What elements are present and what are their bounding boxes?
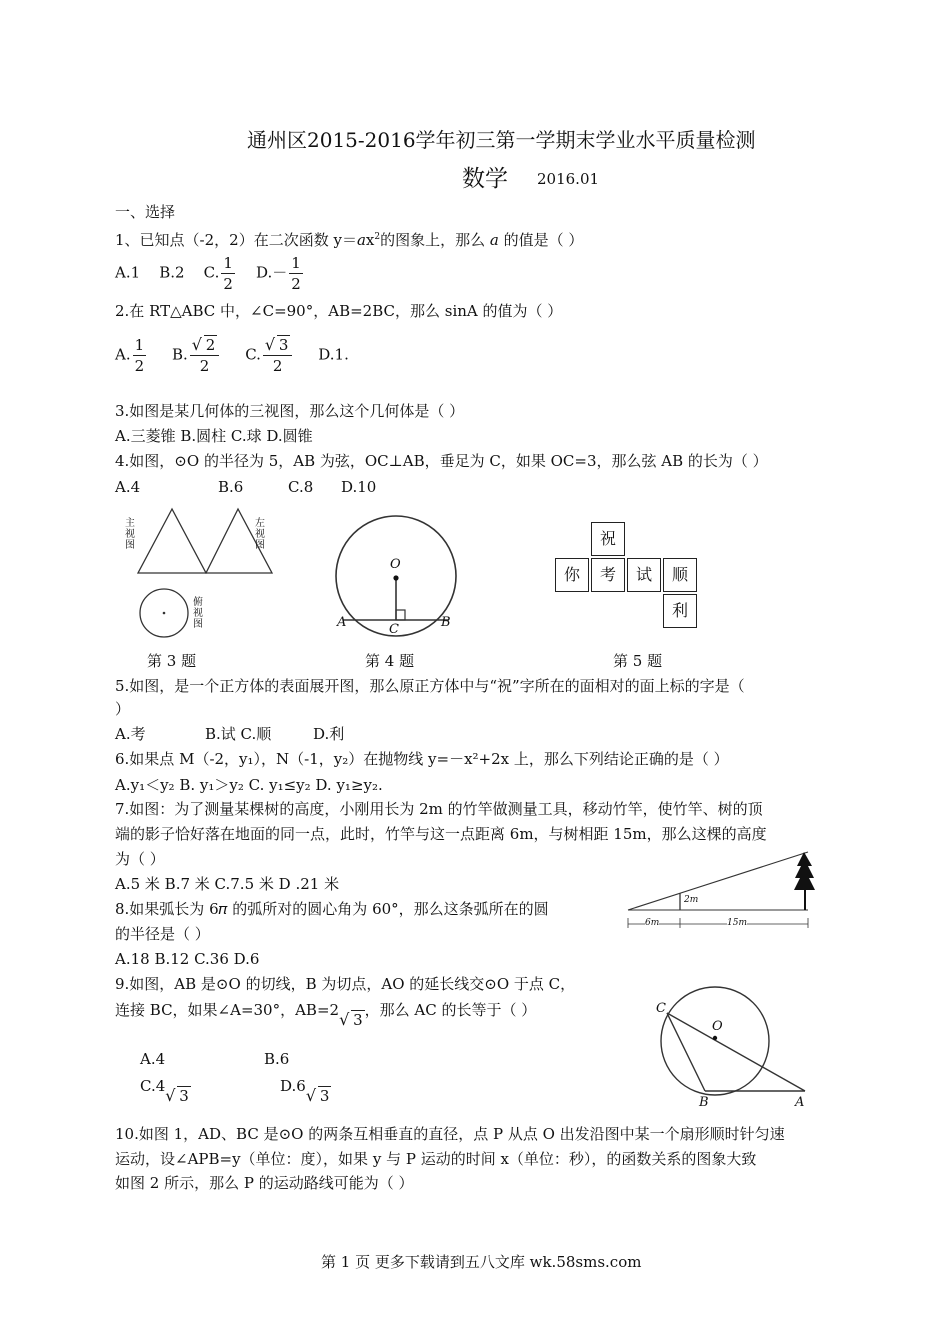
- question-9-option-d: D.6√ 3: [280, 1076, 331, 1106]
- question-3-stem: 3.如图是某几何体的三视图，那么这个几何体是（ ）: [115, 402, 465, 420]
- tangent-circle-figure: [655, 985, 815, 1115]
- question-2-stem: 2.在 RT△ABC 中，∠C=90°，AB=2BC，那么 sinA 的值为（ ）: [115, 302, 563, 320]
- sun-ray-line: [628, 852, 808, 910]
- circle-o: [661, 987, 769, 1095]
- front-view-label: 主视图: [125, 518, 135, 551]
- caption-question-4: 第 4 题: [365, 652, 415, 670]
- label-c: C: [389, 622, 399, 637]
- label-15m: 15m: [727, 918, 747, 928]
- question-4-option-c: C.8: [288, 478, 314, 496]
- sqrt-symbol: √ 3: [339, 1010, 365, 1030]
- question-5-option-a: A.考: [115, 725, 146, 743]
- label-o: O: [390, 557, 401, 572]
- label-2m: 2m: [684, 895, 699, 905]
- caption-question-5: 第 5 题: [613, 652, 663, 670]
- page-footer: 第 1 页 更多下载请到五八文库 wk.58sms.com: [321, 1253, 642, 1271]
- sqrt-symbol: √ 3: [165, 1086, 191, 1106]
- question-3-options: A.三菱锥 B.圆柱 C.球 D.圆锥: [115, 427, 313, 445]
- question-10-line-3: 如图 2 所示，那么 P 的运动路线可能为（ ）: [115, 1174, 414, 1192]
- sqrt-symbol: √ 3: [265, 335, 291, 355]
- label-b: B: [699, 1095, 709, 1110]
- label-o: O: [712, 1019, 723, 1034]
- question-9-option-c: C.4√ 3: [140, 1076, 191, 1106]
- label-6m: 6m: [645, 918, 660, 928]
- question-8-line-1: 8.如果弧长为 6𝜋 的弧所对的圆心角为 60°，那么这条弧所在的圆: [115, 900, 549, 918]
- exam-date: 2016.01: [537, 170, 600, 188]
- question-4-option-a: A.4: [115, 478, 141, 496]
- question-4-option-d: D.10: [341, 478, 377, 496]
- tree-icon: [794, 852, 815, 890]
- question-5-option-d: D.利: [313, 725, 345, 743]
- question-9-line-1: 9.如图，AB 是⊙O 的切线，B 为切点，AO 的延长线交⊙O 于点 C，: [115, 975, 576, 993]
- question-9-option-a: A.4: [140, 1050, 166, 1068]
- right-angle-mark: [396, 610, 405, 620]
- question-5-stem: 5.如图，是一个正方体的表面展开图，那么原正方体中与“祝”字所在的面相对的面上标的字是（: [115, 677, 745, 695]
- net-cell-kao: 考: [591, 558, 625, 592]
- page-title: 通州区2015-2016学年初三第一学期末学业水平质量检测: [247, 128, 756, 152]
- question-6-options: A.y₁＜y₂ B. y₁＞y₂ C. y₁≤y₂ D. y₁≥y₂.: [115, 776, 383, 794]
- label-a: A: [337, 615, 347, 630]
- net-cell-shi: 试: [627, 558, 661, 592]
- net-cell-zhu: 祝: [591, 522, 625, 556]
- center-point: [713, 1036, 717, 1040]
- question-4-option-b: B.6: [218, 478, 244, 496]
- subject-title: 数学: [462, 166, 508, 192]
- sqrt-symbol: √ 2: [192, 335, 218, 355]
- question-10-line-2: 运动，设∠APB=y（单位：度），如果 y 与 P 运动的时间 x（单位：秒），的函数关系的图象大致: [115, 1150, 757, 1168]
- question-6-stem: 6.如果点 M（-2，y₁），N（-1，y₂）在抛物线 y=－x²+2x 上，那么下列结论正确的是（ ）: [115, 750, 729, 768]
- net-cell-li: 利: [663, 594, 697, 628]
- question-4-stem: 4.如图，⊙O 的半径为 5，AB 为弦，OC⊥AB，垂足为 C，如果 OC=3，那么弦 AB 的长为（ ）: [115, 452, 768, 470]
- net-cell-ni: 你: [555, 558, 589, 592]
- label-b: B: [441, 615, 451, 630]
- question-8-line-2: 的半径是（ ）: [115, 925, 210, 943]
- question-7-options: A.5 米 B.7 米 C.7.5 米 D .21 米: [115, 875, 340, 893]
- question-5-option-bc: B.试 C.顺: [205, 725, 272, 743]
- question-7-line-2: 端的影子恰好落在地面的同一点，此时，竹竿与这一点距离 6m，与树相距 15m，那么这棵的高度: [115, 825, 767, 843]
- question-5-stem-end: ）: [115, 700, 131, 718]
- label-a: A: [795, 1095, 805, 1110]
- top-view-center-dot: [163, 612, 166, 615]
- caption-question-3: 第 3 题: [147, 652, 197, 670]
- question-9-line-2: 连接 BC，如果∠A=30°，AB=2√ 3，那么 AC 的长等于（ ）: [115, 1000, 536, 1030]
- question-1-stem: 1、已知点（-2，2）在二次函数 $y=ax^2$的图象上，那么 a 的值是（ ）: [115, 231, 584, 249]
- fraction-one-half: $\frac{1}{2}$: [223, 254, 233, 293]
- section-heading: 一、选择: [115, 203, 176, 221]
- question-10-line-1: 10.如图 1，AD、BC 是⊙O 的两条互相垂直的直径，点 P 从点 O 出发沿图中某一个扇形顺时针匀速: [115, 1125, 785, 1143]
- question-7-line-1: 7.如图：为了测量某棵树的高度，小刚用长为 2m 的竹竿做测量工具，移动竹竿，使竹竿、树的顶: [115, 800, 763, 818]
- top-view-label: 俯视图: [193, 597, 203, 630]
- question-2-options: A. $\frac{1}{2}$ B. √ $\frac{2}{2}$ C. √ $\frac{3}{2}$ D.1.: [115, 335, 349, 376]
- question-9-option-b: B.6: [264, 1050, 290, 1068]
- fraction-one-half: $\frac{1}{2}$: [291, 254, 301, 293]
- label-c: C: [656, 1001, 666, 1016]
- question-7-line-3: 为（ ）: [115, 850, 165, 868]
- question-8-options: A.18 B.12 C.36 D.6: [115, 950, 260, 968]
- line-ca: [667, 1013, 805, 1091]
- center-point: [393, 575, 398, 580]
- line-cb: [667, 1013, 705, 1091]
- question-1-options: A.1 B.2 C. $\frac{1}{2}$ D.－ $\frac{1}{2}$: [115, 254, 301, 293]
- net-cell-shun: 顺: [663, 558, 697, 592]
- left-view-label: 左视图: [255, 518, 265, 551]
- sqrt-symbol: √ 3: [306, 1086, 332, 1106]
- front-view-triangle: [138, 509, 206, 573]
